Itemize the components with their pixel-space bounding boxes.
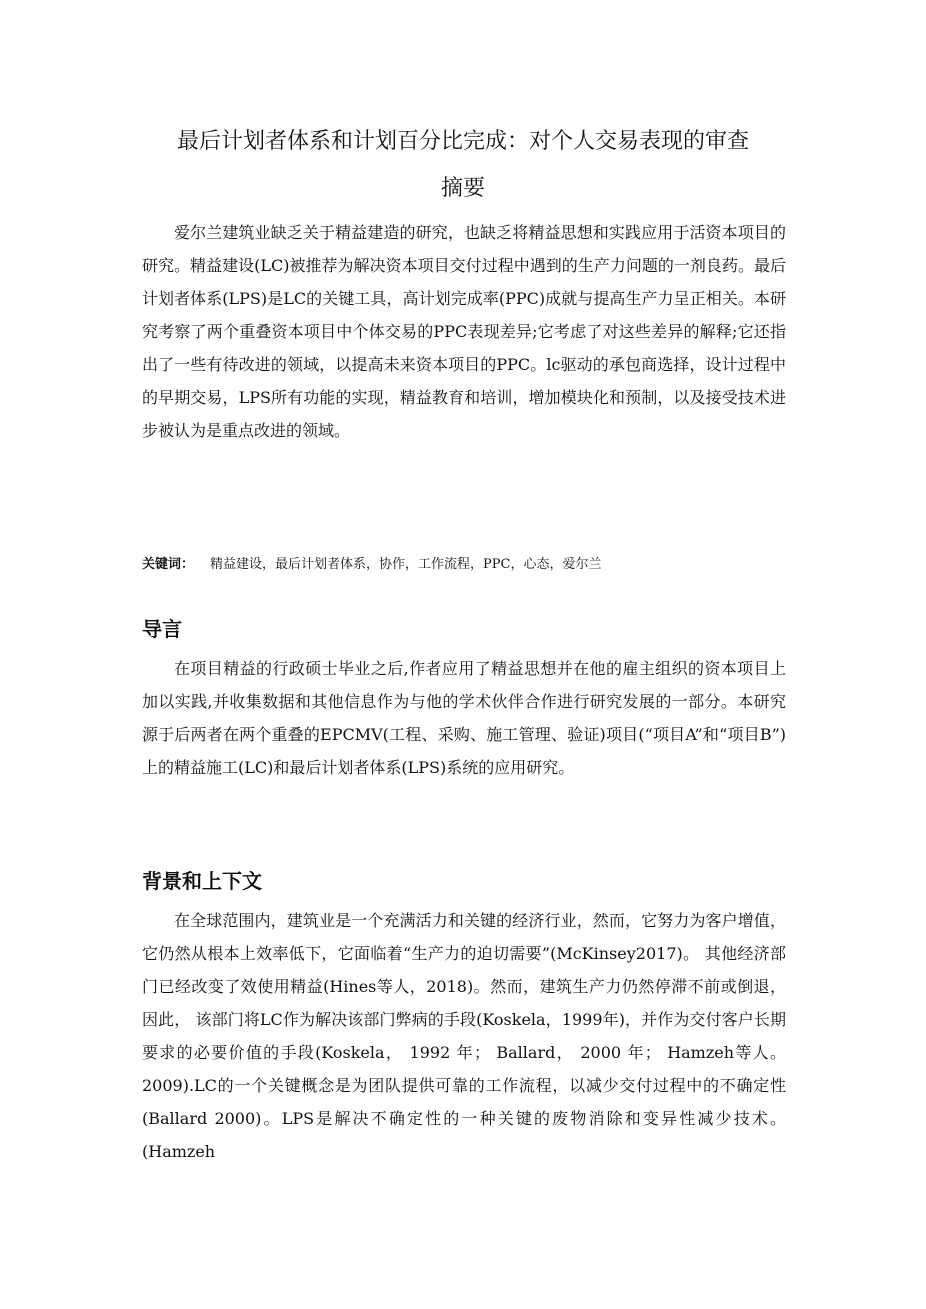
abstract-paragraph: 爱尔兰建筑业缺乏关于精益建造的研究，也缺乏将精益思想和实践应用于活资本项目的研究。精益建设(LC)被推荐为解决资本项目交付过程中遇到的生产力问题的一剂良药。最后计划者体系(LPS)是LC的关键工具，高计划完成率(PPC)成就与提高生产力呈正相关。本研究考察了两个重叠资本项目中个体交易的PPC表现差异;它考虑了对这些差异的解释;它还指出了一些有待改进的领域，以提高未来资本项目的PPC。lc驱动的承包商选择，设计过程中的早期交易，LPS所有功能的实现，精益教育和培训，增加模块化和预制，以及接受技术进步被认为是重点改进的领域。 bbox=[142, 223, 786, 440]
background-heading: 背景和上下文 bbox=[142, 869, 262, 893]
introduction-heading: 导言 bbox=[142, 617, 182, 641]
keywords-line bbox=[142, 552, 786, 578]
abstract-heading: 摘要 bbox=[440, 176, 485, 201]
keywords-list: 精益建设，最后计划者体系，协作，工作流程，PPC，心态，爱尔兰 bbox=[210, 557, 602, 572]
paper-title: 最后计划者体系和计划百分比完成：对个人交易表现的审查 bbox=[176, 129, 749, 154]
introduction-paragraph: 在项目精益的行政硕士毕业之后,作者应用了精益思想并在他的雇主组织的资本项目上加以实践,并收集数据和其他信息作为与他的学术伙伴合作进行研究发展的一部分。本研究源于后两者在两个重叠的EPCMV(工程、采购、施工管理、验证)项目(“项目A”和“项目B”)上的精益施工(LC)和最后计划者体系(LPS)系统的应用研究。 bbox=[142, 659, 786, 777]
keywords-label: 关键词： bbox=[142, 557, 195, 572]
background-paragraph: 在全球范围内，建筑业是一个充满活力和关键的经济行业，然而，它努力为客户增值，它仍然从根本上效率低下，它面临着“生产力的迫切需要”(McKinsey2017)。 其他经济部门已经改变了效使用精益(Hines等人，2018)。然而，建筑生产力仍然停滞不前或倒退，因此， 该部门将LC作为解决该部门弊病的手段(Koskela，1999年)，并作为交付客户长期要求的必要价值的手段(Koskela， 1992 年； Ballard， 2000 年； Hamzeh等人。2009).LC的一个关键概念是为团队提供可靠的工作流程，以减少交付过程中的不确定性(Ballard 2000)。LPS是解决不确定性的一种关键的废物消除和变异性减少技术。(Hamzeh bbox=[142, 911, 786, 1161]
